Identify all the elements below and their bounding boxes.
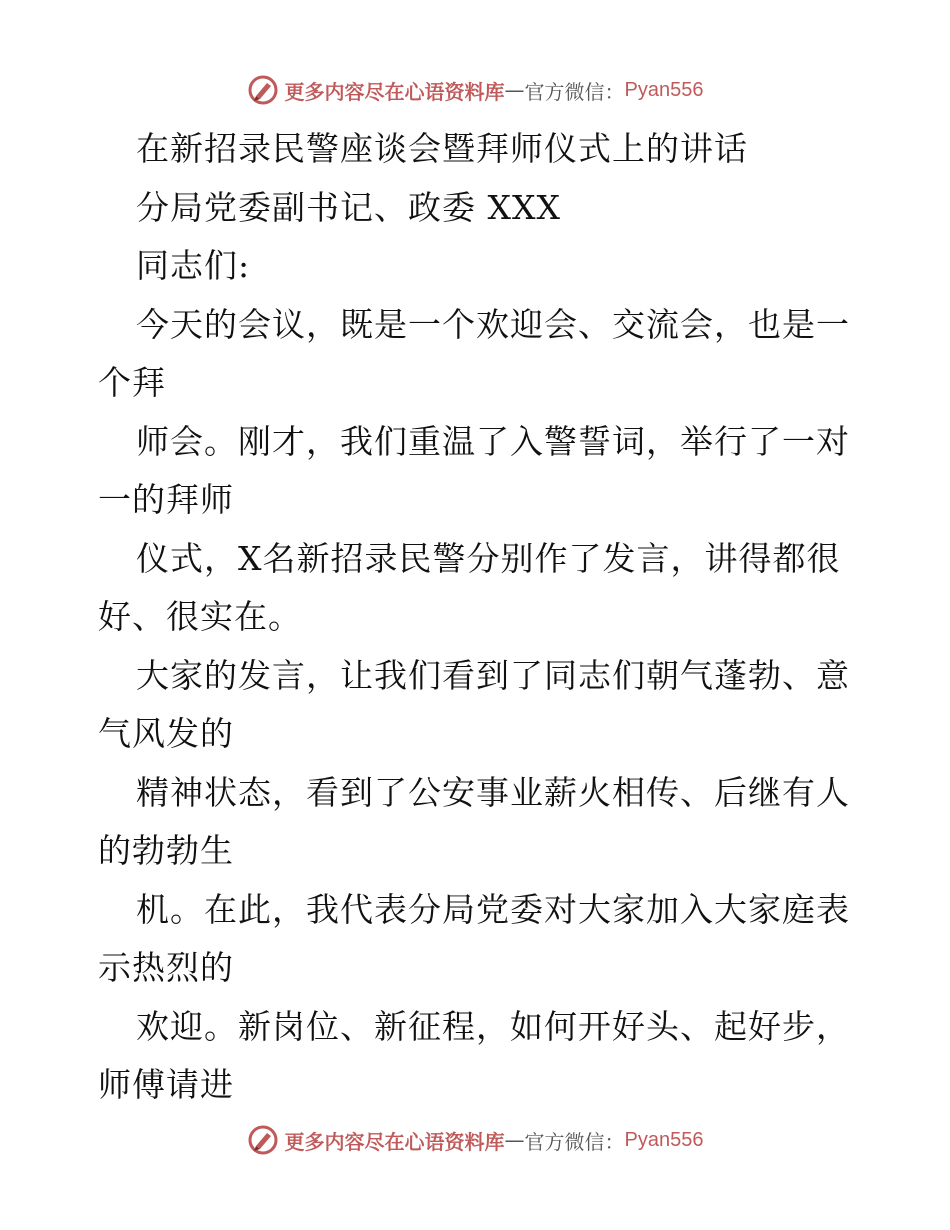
watermark-separator: — [504,78,525,102]
paragraph-line: 师会。刚才，我们重温了入警誓词，举行了一对 [136,421,850,461]
document-author: 分局党委副书记、政委 XXX [136,187,561,227]
footer-watermark [0,1120,950,1160]
header-watermark [0,70,950,110]
paragraph-line: 个拜 [98,363,166,402]
watermark-separator: — [504,1128,525,1152]
document-title: 在新招录民警座谈会暨拜师仪式上的讲话 [136,129,748,168]
paragraph-line: 好、很实在。 [98,597,302,636]
document-salutation: 同志们: [136,246,251,285]
watermark-brand: 更多内容尽在心语资料库 [284,1129,505,1154]
paragraph-line: 精神状态，看到了公安事业薪火相传、后继有人 [136,772,850,812]
watermark-wechat-handle: Pyan556 [624,1128,704,1151]
paragraph-line: 示热烈的 [98,948,234,987]
pen-logo-icon [247,1124,279,1156]
watermark-wechat-label: 官方微信： [524,1129,625,1154]
paragraph-line: 仪式，X名新招录民警分别作了发言，讲得都很 [136,538,841,578]
watermark-brand: 更多内容尽在心语资料库 [284,79,505,104]
paragraph-line: 气风发的 [98,714,234,753]
pen-logo-icon [247,74,279,106]
watermark-wechat-handle: Pyan556 [624,78,704,101]
watermark-wechat-label: 官方微信： [524,79,625,104]
paragraph-line: 一的拜师 [98,480,234,519]
paragraph-line: 大家的发言，让我们看到了同志们朝气蓬勃、意 [136,655,850,695]
paragraph-line: 今天的会议，既是一个欢迎会、交流会，也是一 [136,304,850,344]
document-body [98,120,858,1115]
paragraph-line: 欢迎。新岗位、新征程，如何开好头、起好步， [136,1006,850,1046]
paragraph-line: 师傅请进 [98,1065,234,1104]
paragraph-line: 机。在此，我代表分局党委对大家加入大家庭表 [136,889,850,929]
paragraph-line: 的勃勃生 [98,831,234,870]
